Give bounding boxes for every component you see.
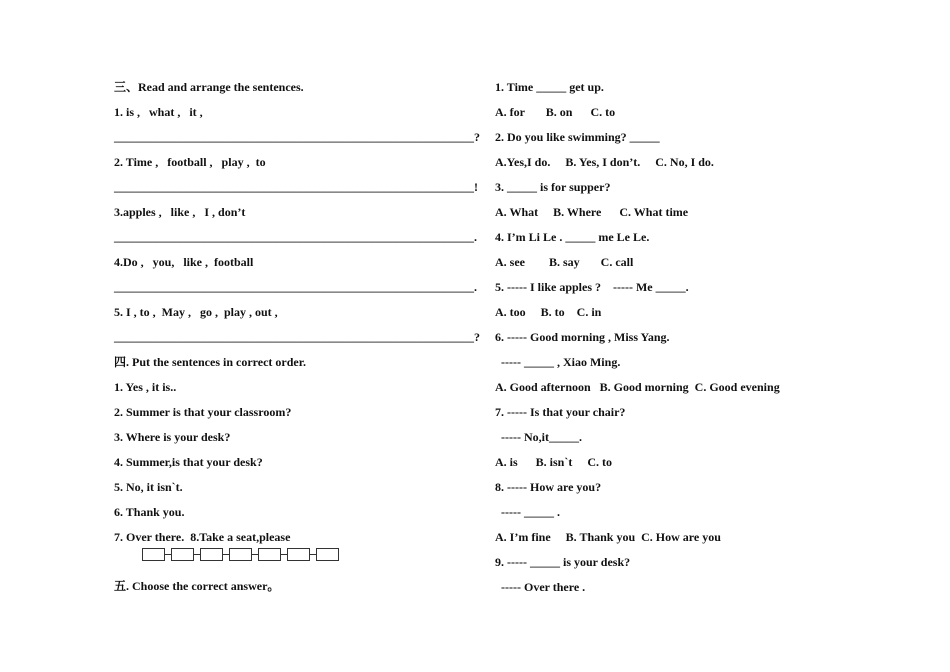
question-text: 8. ----- How are you? [495,480,602,494]
order-answer-boxes [142,547,339,561]
answer-options: A.Yes,I do. B. Yes, I don’t. C. No, I do. [495,155,714,169]
order-item: 7. Over there. 8.Take a seat,please [114,530,291,544]
order-item: 6. Thank you. [114,505,185,519]
question-text: ----- Over there . [495,580,586,594]
answer-options: A. Good afternoon B. Good morning C. Good evening [495,380,780,394]
question-text: 7. ----- Is that your chair? [495,405,626,419]
question-text: 5. ----- I like apples ? ----- Me _____. [495,280,689,294]
answer-box[interactable] [316,548,339,561]
answer-options: A. too B. to C. in [495,305,602,319]
answer-line: ____________________________________________________________! [114,180,478,194]
answer-line: ____________________________________________________________? [114,130,480,144]
question-text: 2. Do you like swimming? _____ [495,130,660,144]
section4-heading: 四. Put the sentences in correct order. [114,355,306,369]
question-text: 9. ----- _____ is your desk? [495,555,631,569]
answer-box[interactable] [287,548,310,561]
answer-box[interactable] [171,548,194,561]
section5-heading: 五. Choose the correct answer。 [114,579,280,593]
answer-options: A. is B. isn`t C. to [495,455,613,469]
answer-line: ____________________________________________________________. [114,230,477,244]
question-text: ----- _____ . [495,505,560,519]
question-text: 2. Time , football , play , to [114,155,266,169]
answer-options: A. What B. Where C. What time [495,205,689,219]
question-text: 6. ----- Good morning , Miss Yang. [495,330,670,344]
section3-heading: 三、Read and arrange the sentences. [114,80,304,94]
question-text: 3.apples , like , I , don’t [114,205,246,219]
question-text: 5. I , to , May , go , play , out , [114,305,278,319]
question-text: ----- _____ , Xiao Ming. [495,355,621,369]
question-text: 1. is , what , it , [114,105,203,119]
answer-options: A. I’m fine B. Thank you C. How are you [495,530,721,544]
answer-options: A. for B. on C. to [495,105,616,119]
answer-box[interactable] [258,548,281,561]
order-item: 3. Where is your desk? [114,430,231,444]
left-column [114,76,480,551]
answer-box[interactable] [200,548,223,561]
question-text: 4.Do , you, like , football [114,255,254,269]
question-text: 3. _____ is for supper? [495,180,611,194]
right-column [495,76,895,601]
question-text: 1. Time _____ get up. [495,80,604,94]
order-item: 2. Summer is that your classroom? [114,405,292,419]
order-item: 1. Yes , it is.. [114,380,177,394]
question-text: 4. I’m Li Le . _____ me Le Le. [495,230,650,244]
answer-box[interactable] [229,548,252,561]
order-item: 5. No, it isn`t. [114,480,183,494]
answer-box[interactable] [142,548,165,561]
question-text: ----- No,it_____. [495,430,582,444]
order-item: 4. Summer,is that your desk? [114,455,263,469]
answer-options: A. see B. say C. call [495,255,634,269]
answer-line: ____________________________________________________________. [114,280,477,294]
answer-line: ____________________________________________________________? [114,330,480,344]
